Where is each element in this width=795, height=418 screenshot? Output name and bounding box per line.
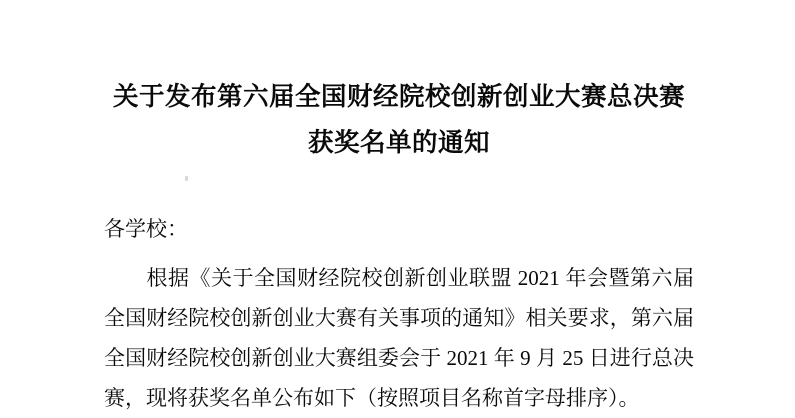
paragraph-text: 根据《关于全国财经院校创新创业联盟 2021 年会暨第六届全国财经院校创新创业大赛有关事项的通知》相关要求，第六届全国财经院校创新创业大赛组委会于 2021 年 9 月 25 日进行总决赛，现将获奖名单公布如下（按照项目名称首字母排序）。 xyxy=(104,266,694,410)
document-salutation: 各学校： xyxy=(104,217,188,241)
document-title xyxy=(104,74,694,166)
document-body xyxy=(104,0,694,418)
document-title-line-2: 获奖名单的通知 xyxy=(307,128,490,157)
document-title-line-1: 关于发布第六届全国财经院校创新创业大赛总决赛 xyxy=(112,82,685,111)
document-paragraph-1 xyxy=(104,258,694,418)
